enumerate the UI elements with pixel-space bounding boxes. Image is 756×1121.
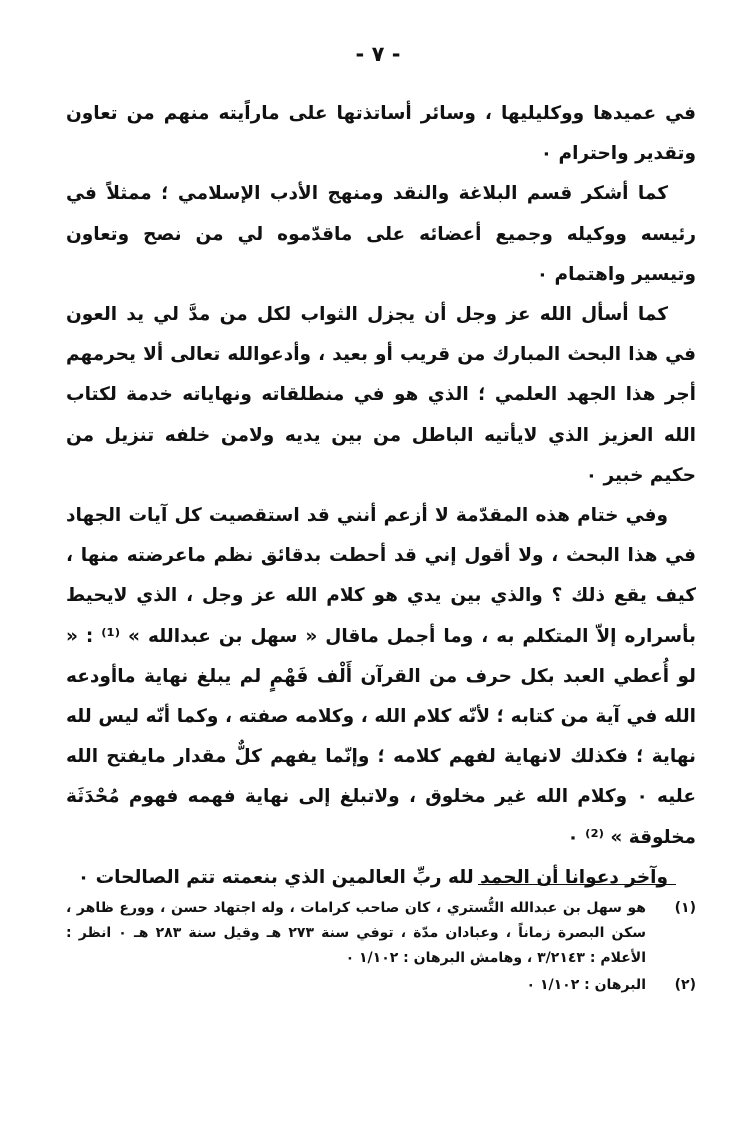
footnote-number: (٢): [674, 977, 696, 993]
footnote-text: البرهان : ١/١٠٢ ٠: [526, 977, 646, 993]
paragraph: وفي ختام هذه المقدّمة لا أزعم أنني قد استقصيت كل آيات الجهاد في هذا البحث ، ولا أقول إني قد أحطت بدقائق نظم ماعرضته منها ، كيف يقع ذلك ؟ والذي بين يدي هو كلام الله عز وجل ، الذي لايحيط بأسراره إلاّ المتكلم به ، وما أجمل ماقال « سهل بن عبدالله » ⁽¹⁾ : « لو أُعطي العبد بكل حرف من القرآن أَلْف فَهْمٍ لم يبلغ نهاية ماأودعه الله في آية من كتابه ؛ لأنّه كلام الله ، وكلامه صفته ، وكما أنّه ليس لله نهاية ؛ فكذلك لانهاية لفهم كلامه ؛ وإنّما يفهم كلٌّ مقدار مايفتح الله عليه ٠ وكلام الله غير مخلوق ، ولاتبلغ إلى نهاية فهمه فهوم مُحْدَثَة مخلوقة » ⁽²⁾ ٠: [66, 505, 696, 848]
page-number: - ٧ -: [355, 42, 401, 66]
footnote-text: هو سهل بن عبدالله التُّستري ، كان صاحب كرامات ، وله اجتهاد حسن ، وورع ظاهر ، سكن البصرة زماناً ، وعبادان مدّة ، توفي سنة ٢٧٣ هـ وقيل سنة ٢٨٣ هـ ٠ انظر : الأعلام : ٣/٢١٤٣ ، وهامش البرهان : ١/١٠٢ ٠: [66, 900, 647, 966]
footnote-number: (١): [674, 900, 696, 916]
footnote: [66, 973, 696, 998]
footnote: [66, 896, 696, 971]
paragraph: كما أشكر قسم البلاغة والنقد ومنهج الأدب الإسلامي ؛ ممثلاً في رئيسه ووكيله وجميع أعضائه على ماقدّموه لي من نصح وتعاون وتيسير واهتمام ٠: [66, 183, 696, 285]
paragraph: كما أسأل الله عز وجل أن يجزل الثواب لكل من مدَّ لي يد العون في هذا البحث المبارك من قريب أو بعيد ، وأدعوالله تعالى ألا يحرمهم أجر هذا الجهد العلمي ؛ الذي هو في منطلقاته ونهاياته خدمة لكتاب الله العزيز الذي لايأتيه الباطل من بين يديه ولامن خلفه تنزيل من حكيم خبير ٠: [66, 304, 696, 486]
paragraph: في عميدها ووكليليها ، وسائر أساتذتها على ماراًيته منهم من تعاون وتقدير واحترام ٠: [66, 103, 696, 165]
footnotes: [66, 896, 696, 1000]
footnote-separator: [478, 884, 676, 885]
body-text: [66, 94, 696, 898]
paragraph: وآخر دعوانا أن الحمد لله ربِّ العالمين الذي بنعمته تتم الصالحات ٠: [77, 866, 668, 888]
